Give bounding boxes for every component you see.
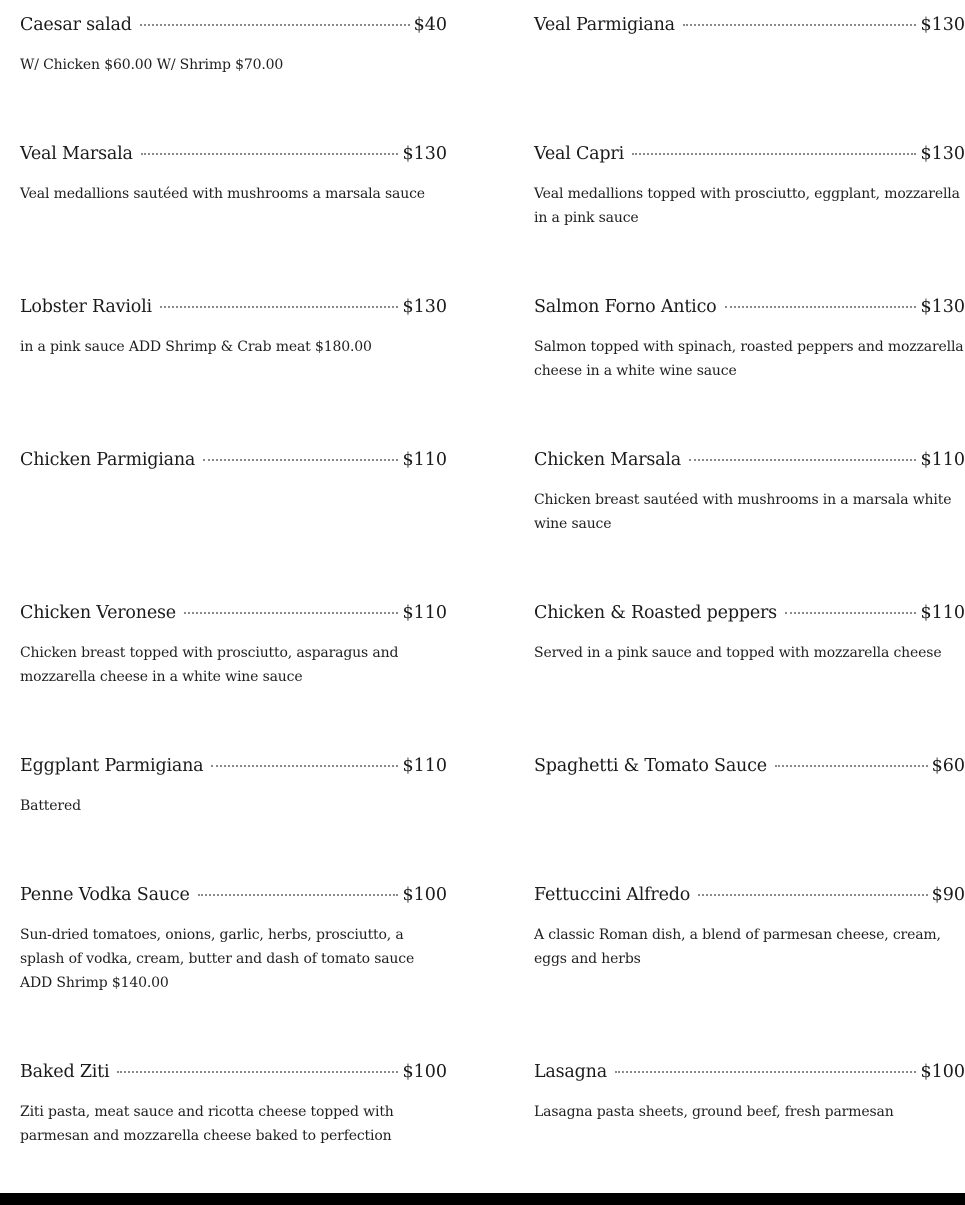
- item-description: W/ Chicken $60.00 W/ Shrimp $70.00: [20, 57, 284, 73]
- item-price: $130: [402, 297, 447, 317]
- item-description: Ziti pasta, meat sauce and ricotta cheese topped with parmesan and mozzarella cheese baked to perfection: [20, 1104, 394, 1144]
- item-name: Caesar salad: [20, 15, 132, 35]
- menu-item-veal-capri: [534, 144, 965, 230]
- item-price: $130: [402, 144, 447, 164]
- item-name: Veal Capri: [534, 144, 624, 164]
- menu-item-lobster-ravioli: [20, 297, 447, 359]
- dot-leader: [698, 894, 928, 896]
- menu-item-eggplant-parmigiana: [20, 756, 447, 818]
- dot-leader: [725, 306, 917, 308]
- item-description: Chicken breast topped with prosciutto, asparagus and mozzarella cheese in a white wine sauce: [20, 645, 399, 685]
- menu-item-chicken-veronese: [20, 603, 447, 689]
- dot-leader: [117, 1071, 398, 1073]
- item-price: $130: [920, 297, 965, 317]
- menu-item-veal-parmigiana: [534, 15, 965, 39]
- item-name: Spaghetti & Tomato Sauce: [534, 756, 767, 776]
- item-description: A classic Roman dish, a blend of parmesan cheese, cream, eggs and herbs: [534, 927, 941, 967]
- item-name: Salmon Forno Antico: [534, 297, 717, 317]
- menu-item-veal-marsala: [20, 144, 447, 206]
- dot-leader: [198, 894, 399, 896]
- dot-leader: [140, 24, 410, 26]
- item-description: Sun-dried tomatoes, onions, garlic, herbs, prosciutto, a splash of vodka, cream, butter and dash of tomato sauce ADD Shrimp $140.00: [20, 927, 415, 991]
- menu-item-fettuccini-alfredo: [534, 885, 965, 971]
- item-name: Baked Ziti: [20, 1062, 110, 1082]
- item-name: Chicken Marsala: [534, 450, 682, 470]
- menu-item-chicken-parmigiana: [20, 450, 447, 474]
- item-name: Eggplant Parmigiana: [20, 756, 204, 776]
- item-name: Fettuccini Alfredo: [534, 885, 691, 905]
- item-description: Served in a pink sauce and topped with mozzarella cheese: [534, 645, 942, 661]
- menu-item-penne-vodka-sauce: [20, 885, 447, 995]
- menu-item-caesar-salad: [20, 15, 447, 77]
- item-price: $130: [920, 144, 965, 164]
- item-price: $110: [920, 450, 965, 470]
- item-price: $90: [931, 885, 965, 905]
- item-price: $100: [402, 885, 447, 905]
- item-name: Veal Parmigiana: [534, 15, 675, 35]
- item-name: Chicken Veronese: [20, 603, 176, 623]
- item-price: $100: [920, 1062, 965, 1082]
- item-description: Veal medallions sautéed with mushrooms a marsala sauce: [20, 186, 425, 202]
- item-description: Chicken breast sautéed with mushrooms in a marsala white wine sauce: [534, 492, 952, 532]
- item-price: $110: [402, 756, 447, 776]
- dot-leader: [689, 459, 916, 461]
- menu-item-spaghetti-tomato-sauce: [534, 756, 965, 780]
- dot-leader: [785, 612, 917, 614]
- item-price: $110: [920, 603, 965, 623]
- item-name: Lasagna: [534, 1062, 607, 1082]
- dot-leader: [615, 1071, 916, 1073]
- item-name: Chicken & Roasted peppers: [534, 603, 777, 623]
- item-name: Chicken Parmigiana: [20, 450, 196, 470]
- menu-item-lasagna: [534, 1062, 965, 1124]
- dot-leader: [683, 24, 917, 26]
- dot-leader: [775, 765, 928, 767]
- dot-leader: [184, 612, 399, 614]
- menu-item-chicken-marsala: [534, 450, 965, 536]
- menu-item-chicken-roasted-peppers: [534, 603, 965, 665]
- dot-leader: [160, 306, 399, 308]
- item-price: $110: [402, 603, 447, 623]
- item-description: Salmon topped with spinach, roasted peppers and mozzarella cheese in a white wine sauce: [534, 339, 964, 379]
- menu-item-salmon-forno-antico: [534, 297, 965, 383]
- footer-bar: [0, 1193, 965, 1205]
- item-price: $130: [920, 15, 965, 35]
- dot-leader: [203, 459, 398, 461]
- dot-leader: [141, 153, 399, 155]
- dot-leader: [211, 765, 398, 767]
- item-description: Battered: [20, 798, 81, 814]
- item-price: $40: [413, 15, 447, 35]
- item-name: Veal Marsala: [20, 144, 133, 164]
- menu-item-baked-ziti: [20, 1062, 447, 1148]
- item-price: $60: [931, 756, 965, 776]
- item-price: $110: [402, 450, 447, 470]
- item-description: Lasagna pasta sheets, ground beef, fresh parmesan: [534, 1104, 894, 1120]
- dot-leader: [632, 153, 916, 155]
- item-name: Penne Vodka Sauce: [20, 885, 190, 905]
- item-price: $100: [402, 1062, 447, 1082]
- item-name: Lobster Ravioli: [20, 297, 152, 317]
- item-description: Veal medallions topped with prosciutto, eggplant, mozzarella in a pink sauce: [534, 186, 960, 226]
- item-description: in a pink sauce ADD Shrimp & Crab meat $180.00: [20, 339, 372, 355]
